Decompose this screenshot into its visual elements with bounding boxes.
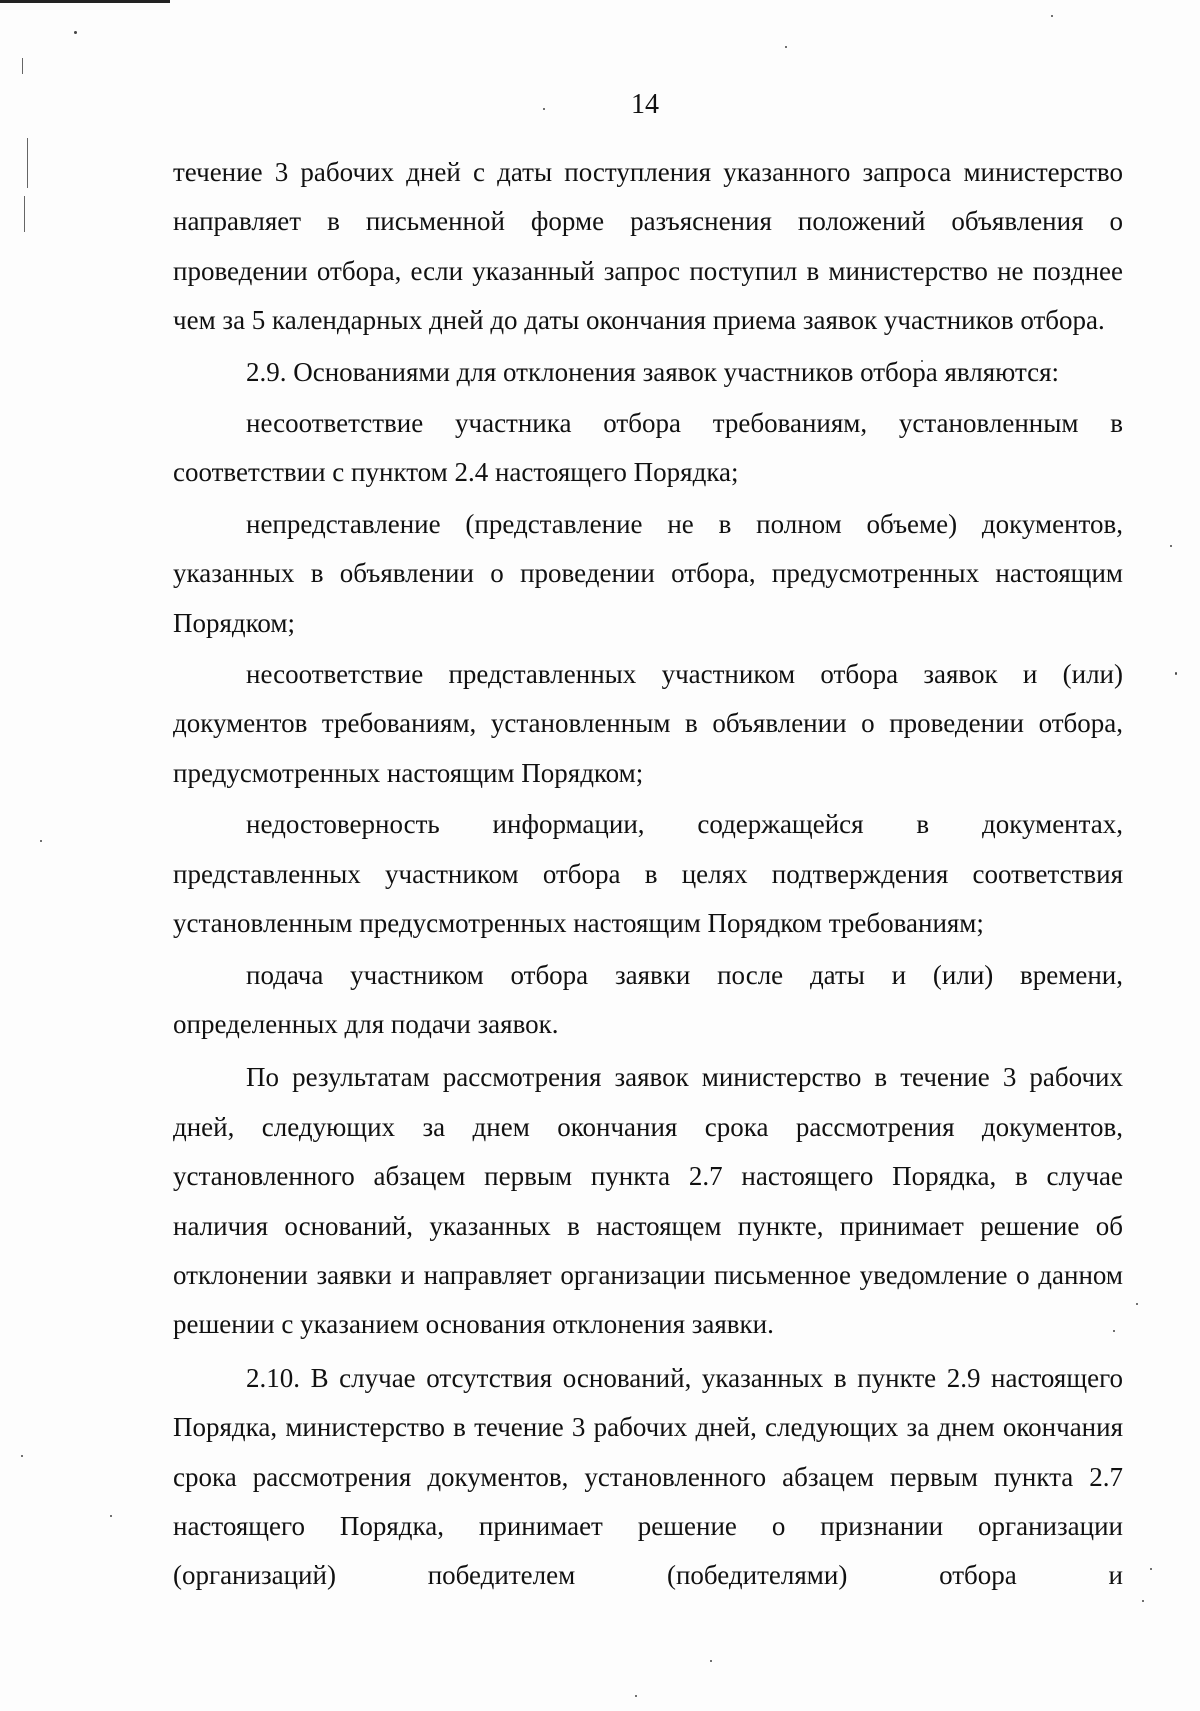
- paragraph-ground-4: недостоверность информации, содержащейся в документах, представленных участником отбора в целях подтверждения соответствия установленным предусмотренных настоящим Порядком требованиям;: [173, 809, 1123, 939]
- paragraph-continuation: течение 3 рабочих дней с даты поступления указанного запроса министерство направляет в письменной форме разъяснения положений объявления о проведении отбора, если указанный запрос поступил в министерство не позднее чем за 5 календарных дней до даты окончания приема заявок участников отбора.: [173, 157, 1123, 336]
- scan-artifact-mark: [22, 58, 23, 74]
- paragraph-review-results: По результатам рассмотрения заявок министерство в течение 3 рабочих дней, следующих за днем окончания срока рассмотрения документов, установленного абзацем первым пункта 2.7 настоящего Порядка, в случае наличия оснований, указанных в настоящем пункте, принимает решение об отклонении заявки и направляет организации письменное уведомление о данном решении с указанием основания отклонения заявки.: [173, 1062, 1123, 1340]
- scan-artifact-mark: [24, 196, 25, 232]
- scan-speck: [1175, 672, 1177, 675]
- paragraph-ground-1: несоответствие участника отбора требованиям, установленным в соответствии с пунктом 2.4 настоящего Порядка;: [173, 408, 1123, 488]
- scan-speck: [1142, 1600, 1144, 1602]
- scan-speck: [1136, 1303, 1138, 1305]
- scan-speck: [40, 840, 42, 842]
- scan-speck: [1170, 545, 1172, 547]
- scan-speck: [21, 1455, 23, 1457]
- paragraph-ground-2: непредставление (представление не в полном объеме) документов, указанных в объявлении о проведении отбора, предусмотренных настоящим Порядком;: [173, 508, 1123, 638]
- document-body: [173, 148, 1123, 1601]
- paragraph-ground-3: несоответствие представленных участником отбора заявок и (или) документов требованиям, установленным в объявлении о проведении отбора, предусмотренных настоящим Порядком;: [173, 659, 1123, 788]
- scan-speck: [110, 1515, 112, 1517]
- paragraph-ground-5: подача участником отбора заявки после даты и (или) времени, определенных для подачи заявок.: [173, 959, 1123, 1039]
- scan-speck: [785, 46, 787, 48]
- page-number: 14: [631, 89, 659, 120]
- scan-artifact-mark: [27, 138, 28, 188]
- scan-speck: [74, 31, 77, 34]
- scan-edge-line: [0, 0, 170, 3]
- scan-speck: [710, 1660, 712, 1662]
- paragraph-section-2-9: 2.9. Основаниями для отклонения заявок участников отбора являются:: [246, 356, 1060, 387]
- scan-speck: [1150, 1568, 1152, 1570]
- scan-speck: [635, 1695, 637, 1697]
- scan-speck: [1051, 15, 1053, 17]
- paragraph-section-2-10: 2.10. В случае отсутствия оснований, указанных в пункте 2.9 настоящего Порядка, министерство в течение 3 рабочих дней, следующих за днем окончания срока рассмотрения документов, установленного абзацем первым пункта 2.7 настоящего Порядка, принимает решение о признании организации (организаций) победителем (победителями) отбора и: [173, 1362, 1123, 1591]
